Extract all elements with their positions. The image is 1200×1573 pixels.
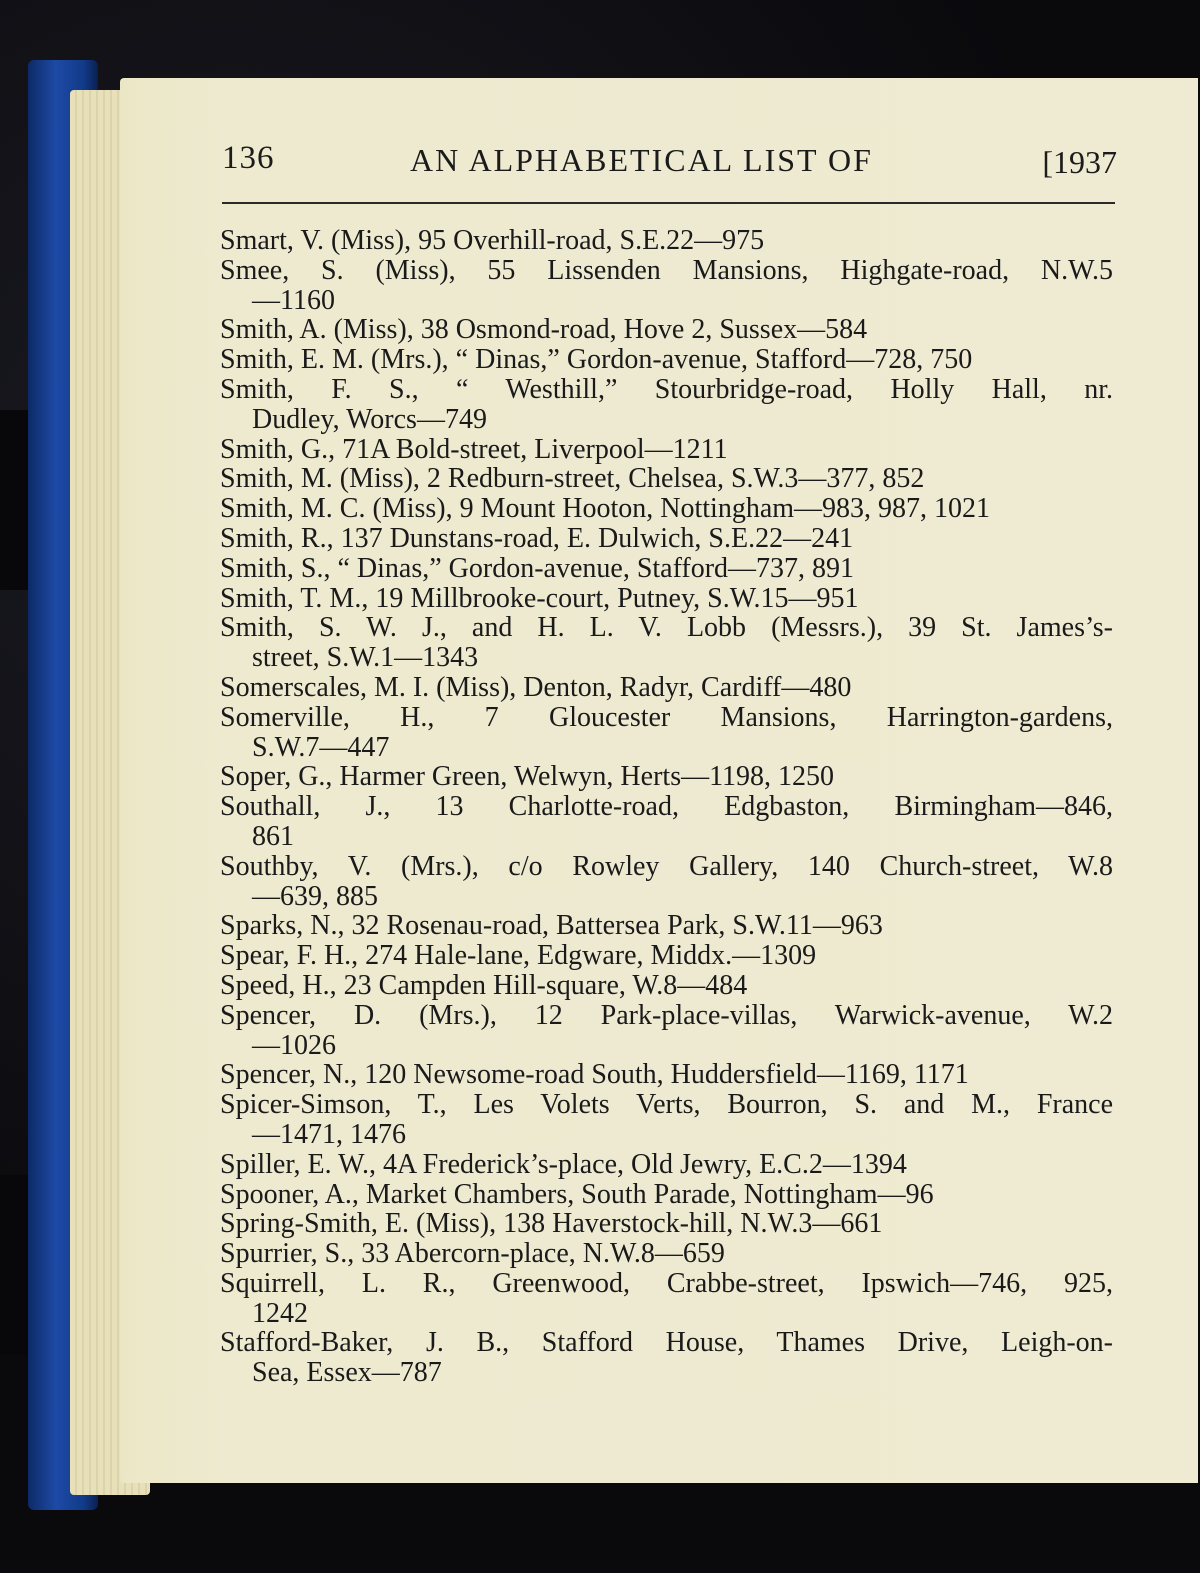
header-rule bbox=[222, 202, 1115, 204]
entry-line: Smith, S. W. J., and H. L. V. Lobb (Messrs.), 39 St. James’s- bbox=[220, 612, 1113, 644]
list-item bbox=[220, 911, 1113, 941]
list-item bbox=[220, 226, 1113, 256]
list-item bbox=[220, 315, 1113, 345]
entry-line: Smith, G., 71A Bold-street, Liverpool—1211 bbox=[220, 433, 728, 465]
entry-line: Smith, F. S., “ Westhill,” Stourbridge-road, Holly Hall, nr. bbox=[220, 373, 1113, 405]
list-item bbox=[220, 435, 1113, 465]
entry-continuation: Sea, Essex—787 bbox=[252, 1357, 442, 1389]
entry-line: Spicer-Simson, T., Les Volets Verts, Bourron, S. and M., France bbox=[220, 1089, 1113, 1121]
list-item bbox=[220, 941, 1113, 971]
list-item bbox=[220, 1239, 1113, 1269]
entry-line: Stafford-Baker, J. B., Stafford House, Thames Drive, Leigh-on- bbox=[220, 1327, 1113, 1359]
list-item bbox=[220, 1060, 1113, 1090]
list-item bbox=[220, 1209, 1113, 1239]
entry-line: Spooner, A., Market Chambers, South Parade, Nottingham—96 bbox=[220, 1178, 934, 1210]
running-title: AN ALPHABETICAL LIST OF bbox=[410, 142, 873, 178]
entry-line: Smart, V. (Miss), 95 Overhill-road, S.E.22—975 bbox=[220, 225, 765, 256]
entry-line: Spiller, E. W., 4A Frederick’s-place, Old Jewry, E.C.2—1394 bbox=[220, 1148, 907, 1180]
list-item bbox=[220, 762, 1113, 792]
list-item bbox=[220, 494, 1113, 524]
list-item bbox=[220, 852, 1113, 912]
list-item bbox=[220, 524, 1113, 554]
entry-line: Smee, S. (Miss), 55 Lissenden Mansions, Highgate-road, N.W.5 bbox=[220, 254, 1113, 286]
list-item bbox=[220, 673, 1113, 703]
list-item bbox=[220, 375, 1113, 435]
entry-continuation: 861 bbox=[252, 820, 294, 852]
entry-line: Sparks, N., 32 Rosenau-road, Battersea Park, S.W.11—963 bbox=[220, 910, 883, 942]
list-item bbox=[220, 971, 1113, 1001]
list-item bbox=[220, 703, 1113, 763]
list-item bbox=[220, 256, 1113, 316]
entry-line: Squirrell, L. R., Greenwood, Crabbe-street, Ipswich—746, 925, bbox=[220, 1267, 1113, 1299]
entry-line: Soper, G., Harmer Green, Welwyn, Herts—1198, 1250 bbox=[220, 761, 835, 793]
entry-line: Spencer, D. (Mrs.), 12 Park-place-villas, Warwick-avenue, W.2 bbox=[220, 999, 1113, 1031]
entry-line: Spear, F. H., 274 Hale-lane, Edgware, Middx.—1309 bbox=[220, 940, 817, 972]
entry-continuation: —639, 885 bbox=[252, 880, 378, 912]
list-item bbox=[220, 1001, 1113, 1061]
page-number: 136 bbox=[222, 140, 275, 176]
list-item bbox=[220, 613, 1113, 673]
list-item bbox=[220, 1090, 1113, 1150]
entry-line: Speed, H., 23 Campden Hill-square, W.8—484 bbox=[220, 969, 748, 1001]
entry-continuation: —1160 bbox=[252, 284, 335, 316]
list-item bbox=[220, 464, 1113, 494]
entry-line: Smith, A. (Miss), 38 Osmond-road, Hove 2, Sussex—584 bbox=[220, 314, 868, 346]
list-item bbox=[220, 1269, 1113, 1329]
entry-list bbox=[220, 226, 1113, 1388]
entry-line: Smith, M. C. (Miss), 9 Mount Hooton, Nottingham—983, 987, 1021 bbox=[220, 493, 991, 525]
entry-continuation: Dudley, Worcs—749 bbox=[252, 403, 487, 435]
list-item bbox=[220, 1150, 1113, 1180]
entry-line: Southby, V. (Mrs.), c/o Rowley Gallery, 140 Church-street, W.8 bbox=[220, 850, 1113, 882]
entry-line: Spencer, N., 120 Newsome-road South, Huddersfield—1169, 1171 bbox=[220, 1059, 969, 1091]
entry-line: Southall, J., 13 Charlotte-road, Edgbaston, Birmingham—846, bbox=[220, 791, 1113, 823]
entry-line: Somerville, H., 7 Gloucester Mansions, Harrington-gardens, bbox=[220, 701, 1113, 733]
page-header bbox=[222, 140, 1117, 190]
list-item bbox=[220, 1180, 1113, 1210]
entry-continuation: —1471, 1476 bbox=[252, 1118, 406, 1150]
entry-line: Smith, M. (Miss), 2 Redburn-street, Chelsea, S.W.3—377, 852 bbox=[220, 463, 925, 495]
list-item bbox=[220, 1328, 1113, 1388]
list-item bbox=[220, 584, 1113, 614]
entry-line: Spring-Smith, E. (Miss), 138 Haverstock-hill, N.W.3—661 bbox=[220, 1208, 883, 1240]
entry-line: Somerscales, M. I. (Miss), Denton, Radyr, Cardiff—480 bbox=[220, 671, 852, 703]
entry-continuation: —1026 bbox=[252, 1029, 336, 1061]
entry-continuation: street, S.W.1—1343 bbox=[252, 642, 479, 674]
list-item bbox=[220, 345, 1113, 375]
entry-continuation: 1242 bbox=[252, 1297, 308, 1329]
year-label: [1937 bbox=[1042, 144, 1117, 180]
list-item bbox=[220, 792, 1113, 852]
entry-line: Smith, T. M., 19 Millbrooke-court, Putney, S.W.15—951 bbox=[220, 582, 859, 614]
entry-line: Smith, S., “ Dinas,” Gordon-avenue, Stafford—737, 891 bbox=[220, 552, 855, 584]
entry-line: Smith, R., 137 Dunstans-road, E. Dulwich, S.E.22—241 bbox=[220, 522, 854, 554]
entry-line: Spurrier, S., 33 Abercorn-place, N.W.8—659 bbox=[220, 1238, 725, 1270]
entry-continuation: S.W.7—447 bbox=[252, 731, 390, 763]
entry-line: Smith, E. M. (Mrs.), “ Dinas,” Gordon-avenue, Stafford—728, 750 bbox=[220, 344, 973, 376]
list-item bbox=[220, 554, 1113, 584]
